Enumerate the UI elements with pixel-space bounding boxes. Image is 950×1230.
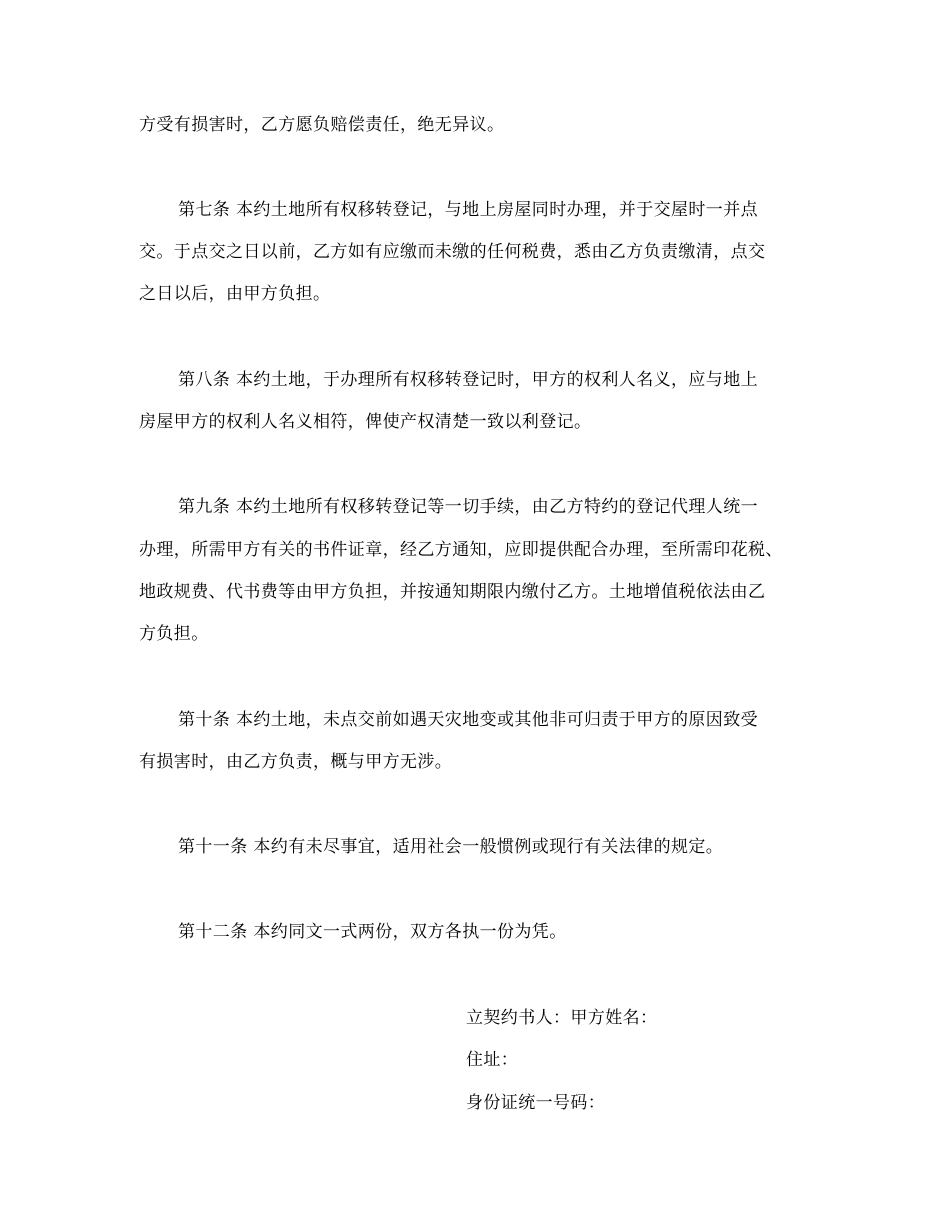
signature-address: 住址： bbox=[466, 1050, 519, 1070]
article-10-line-1: 第十条 本约土地，未点交前如遇天灾地变或其他非可归责于甲方的原因致受 bbox=[178, 710, 759, 730]
article-11-line-1: 第十一条 本约有未尽事宜，适用社会一般惯例或现行有关法律的规定。 bbox=[178, 837, 724, 857]
article-10-line-2: 有损害时，由乙方负责，概与甲方无涉。 bbox=[139, 752, 453, 772]
article-7-line-2: 交。于点交之日以前，乙方如有应缴而未缴的任何税费，悉由乙方负责缴清，点交 bbox=[139, 242, 766, 262]
article-8-line-2: 房屋甲方的权利人名义相符，俾使产权清楚一致以利登记。 bbox=[139, 412, 592, 432]
article-9-line-1: 第九条 本约土地所有权移转登记等一切手续，由乙方特约的登记代理人统一 bbox=[178, 497, 759, 517]
signature-id-number: 身份证统一号码： bbox=[466, 1093, 606, 1113]
article-9-line-4: 方负担。 bbox=[139, 624, 209, 644]
article-7-line-3: 之日以后，由甲方负担。 bbox=[139, 284, 331, 304]
signature-party-a-name: 立契约书人：甲方姓名： bbox=[466, 1008, 658, 1028]
article-7-line-1: 第七条 本约土地所有权移转登记，与地上房屋同时办理，并于交屋时一并点 bbox=[178, 200, 759, 220]
continuation-line-1: 方受有损害时，乙方愿负赔偿责任，绝无异议。 bbox=[139, 115, 505, 135]
article-9-line-3: 地政规费、代书费等由甲方负担，并按通知期限内缴付乙方。土地增值税依法由乙 bbox=[139, 582, 766, 602]
article-12-line-1: 第十二条 本约同文一式两份，双方各执一份为凭。 bbox=[178, 922, 567, 942]
article-8-line-1: 第八条 本约土地，于办理所有权移转登记时，甲方的权利人名义，应与地上 bbox=[178, 370, 759, 390]
article-9-line-2: 办理，所需甲方有关的书件证章，经乙方通知，应即提供配合办理，至所需印花税、 bbox=[139, 540, 783, 560]
